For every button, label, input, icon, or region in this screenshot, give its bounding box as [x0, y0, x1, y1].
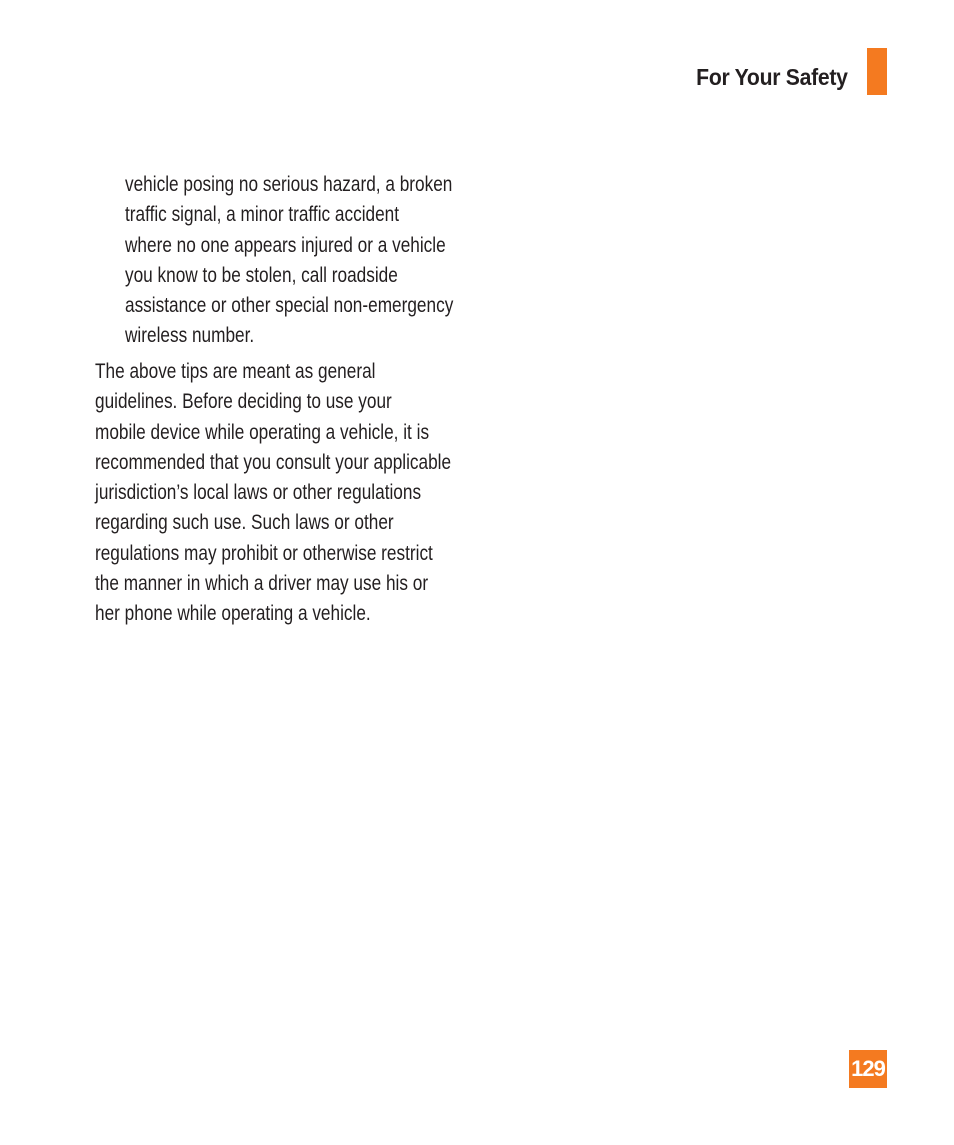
text-line: recommended that you consult your applicable: [95, 450, 452, 474]
text-line: regarding such use. Such laws or other: [95, 511, 394, 535]
page-number: 129: [849, 1050, 887, 1088]
guidelines-paragraph: [95, 357, 451, 630]
text-line: traffic signal, a minor traffic accident: [125, 203, 400, 227]
text-line: regulations may prohibit or otherwise restrict: [95, 541, 433, 565]
text-line: where no one appears injured or a vehicle: [125, 233, 446, 257]
text-line: jurisdiction’s local laws or other regulations: [95, 481, 422, 505]
text-line: you know to be stolen, call roadside: [125, 263, 398, 287]
text-line: her phone while operating a vehicle.: [95, 602, 371, 626]
text-line: vehicle posing no serious hazard, a broken: [125, 173, 453, 196]
continued-list-item: [125, 170, 453, 352]
text-line: wireless number.: [125, 324, 255, 348]
text-line: assistance or other special non-emergency: [125, 294, 454, 318]
text-line: mobile device while operating a vehicle, it is: [95, 420, 430, 444]
text-line: The above tips are meant as general: [95, 360, 376, 383]
section-accent-bar: [867, 48, 887, 95]
section-title: For Your Safety: [696, 64, 848, 90]
text-line: the manner in which a driver may use his or: [95, 572, 429, 596]
text-line: guidelines. Before deciding to use your: [95, 390, 392, 414]
